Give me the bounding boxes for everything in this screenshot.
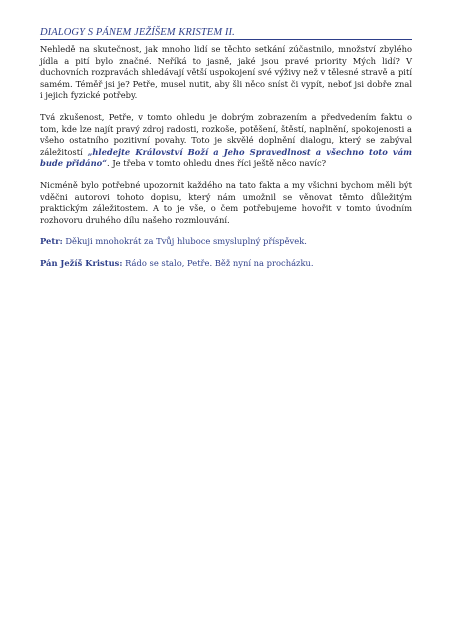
speech-jesus: Rádo se stalo, Petře. Běž nyní na procházku. [122,257,314,268]
dialogue-jesus [40,258,412,270]
paragraph-2 [40,112,412,170]
paragraph-3: Nicméně bylo potřebné upozornit každého na tato fakta a my všichni bychom měli být vděčni autorovi tohoto dopisu, který nám umožnil se věnovat těmto důležitým praktickým záležitostem. A to je vše, o čem potřebujeme hovořit v tomto úvodním rozhovoru druhého dílu našeho rozmlouvání. [40,179,412,225]
dialogue-petr [40,236,412,248]
page-header-title: DIALOGY S PÁNEM JEŽÍŠEM KRISTEM II. [40,27,412,40]
paragraph-1: Nehledě na skutečnost, jak mnoho lidí se těchto setkání zúčastnilo, množství zbylého jídla a pití bylo značné. Neříká to jasně, jaké jsou pravé priority Mých lidí? V duchovních rozpravách shledávají větší uspokojení své výživy než v tělesné stravě a pití samém. Téměř jsi je? Petře, musel nutit, aby šli něco sníst či vypít, neboť jsi dobře znal i jejich fyzické potřeby. [40,44,412,101]
speaker-jesus: Pán Ježíš Kristus: [40,257,123,268]
paragraph-2-text-end: . Je třeba v tomto ohledu dnes říci ještě něco navíc? [107,158,327,169]
paragraph-2-text-start: Tvá zkušenost, Petře, v tomto ohledu je dobrým zobrazením a předvedením faktu o tom, kde lze najít pravý zdroj radosti, rozkoše, potěšení, štěstí, naplnění, spokojenosti a všeho ostatního pozitivní povahy. Toto je skvělé doplnění dialogu, který se zabýval záležitostí [40,111,412,157]
speaker-petr: Petr: [40,236,63,247]
paragraph-2-quote: „hledejte Království Boží a Jeho Spravedlnost a všechno toto vám bude přidáno“ [40,146,412,169]
speech-petr: Děkuji mnohokrát za Tvůj hluboce smysluplný příspěvek. [62,236,307,247]
